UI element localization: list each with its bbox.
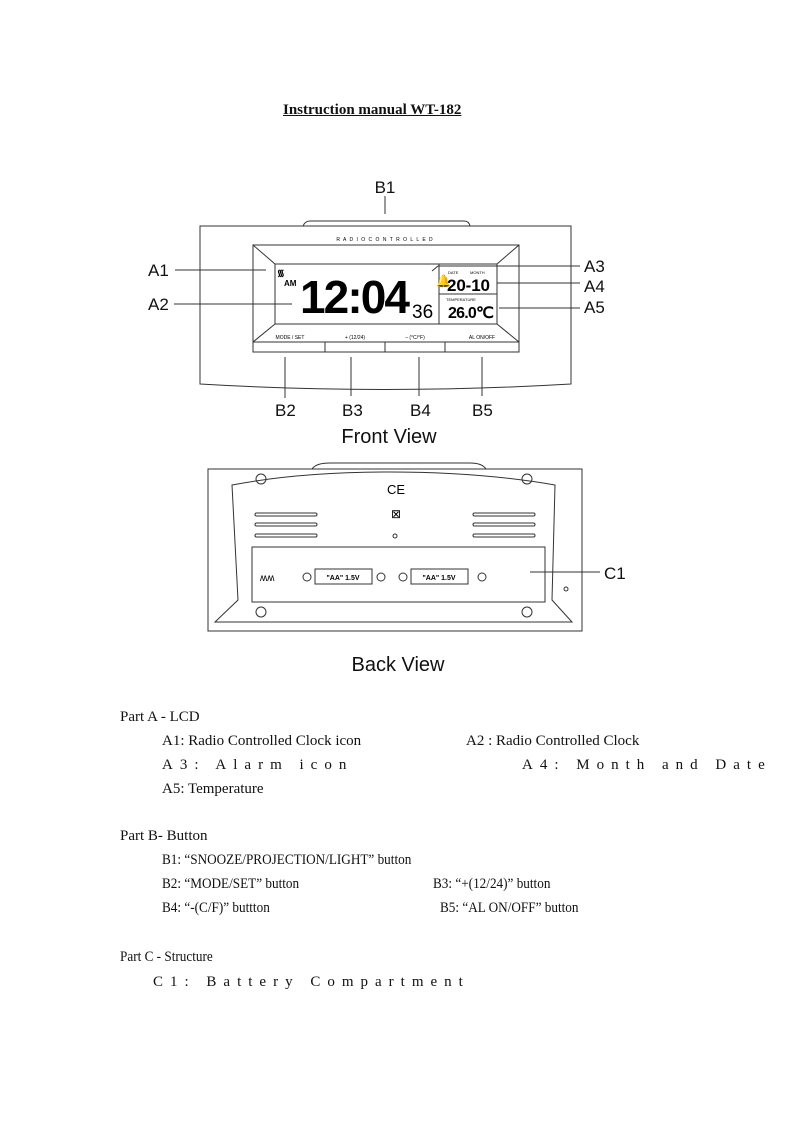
temperature-label: TEMPERATURE — [446, 297, 476, 302]
part-a-a1: A1: Radio Controlled Clock icon — [162, 733, 362, 749]
battery-label-2: "AA" 1.5V — [422, 575, 456, 582]
part-b-b1: B1: “SNOOZE/PROJECTION/LIGHT” button — [162, 852, 412, 868]
part-a-a4: A4: Month and Date — [522, 757, 772, 773]
part-c-heading: Part C - Structure — [120, 949, 213, 965]
vent-right — [473, 513, 535, 537]
back-view-diagram — [0, 450, 802, 690]
lcd-date: 20-10 — [447, 276, 490, 295]
part-a-a5: A5: Temperature — [162, 781, 264, 797]
lcd-temperature: 26.0℃ — [448, 305, 494, 322]
callout-b4: B4 — [410, 401, 431, 420]
vent-left — [255, 513, 317, 537]
callout-a4: A4 — [584, 277, 605, 296]
part-b-b5: B5: “AL ON/OFF” button — [440, 900, 579, 916]
back-view-caption: Back View — [351, 654, 445, 676]
part-a-heading: Part A - LCD — [120, 709, 200, 725]
button-label-minus: – (°C/°F) — [405, 335, 425, 341]
radio-signal-icon: ᯾ — [277, 268, 285, 278]
battery-compartment — [252, 547, 545, 602]
part-c-c1: C1: Battery Compartment — [153, 974, 470, 990]
lcd-seconds: 36 — [412, 302, 434, 323]
callout-c1: C1 — [604, 564, 626, 583]
part-b-b2: B2: “MODE/SET” button — [162, 876, 300, 892]
button-label-alarm: AL ON/OFF — [468, 335, 496, 341]
callout-a2: A2 — [148, 295, 169, 314]
lcd-time: 12:04 — [300, 271, 410, 323]
part-b-b4: B4: “-(C/F)” buttton — [162, 900, 270, 916]
alarm-bell-icon: 🔔 — [436, 274, 451, 288]
callout-b3: B3 — [342, 401, 363, 420]
snooze-bar — [303, 221, 470, 226]
button-label-plus: + (12/24) — [344, 335, 366, 341]
battery-label-1: "AA" 1.5V — [326, 575, 360, 582]
part-a-a3: A3: Alarm icon — [162, 757, 354, 773]
date-label: DATE — [448, 270, 459, 275]
ce-mark: CE — [386, 482, 406, 497]
part-a-a2: A2 : Radio Controlled Clock — [466, 733, 640, 749]
callout-a5: A5 — [584, 298, 605, 317]
am-indicator: AM — [284, 279, 297, 288]
wee-bin-icon: ⊠ — [390, 507, 402, 521]
front-view-diagram — [0, 0, 802, 460]
callout-b5: B5 — [472, 401, 493, 420]
front-view-caption: Front View — [341, 426, 437, 448]
part-b-heading: Part B- Button — [120, 828, 208, 844]
callout-b1: B1 — [374, 178, 396, 197]
callout-a1: A1 — [148, 261, 169, 280]
month-label: MONTH — [470, 270, 485, 275]
part-b-b3: B3: “+(12/24)” button — [433, 876, 551, 892]
button-label-mode-set: MODE / SET — [275, 335, 305, 341]
callout-b2: B2 — [275, 401, 296, 420]
callout-a3: A3 — [584, 257, 605, 276]
document-title: Instruction manual WT-182 — [283, 102, 462, 118]
radio-controlled-text: R A D I O C O N T R O L L E D — [336, 237, 434, 243]
spring-icon: ʍʍ — [260, 573, 275, 584]
